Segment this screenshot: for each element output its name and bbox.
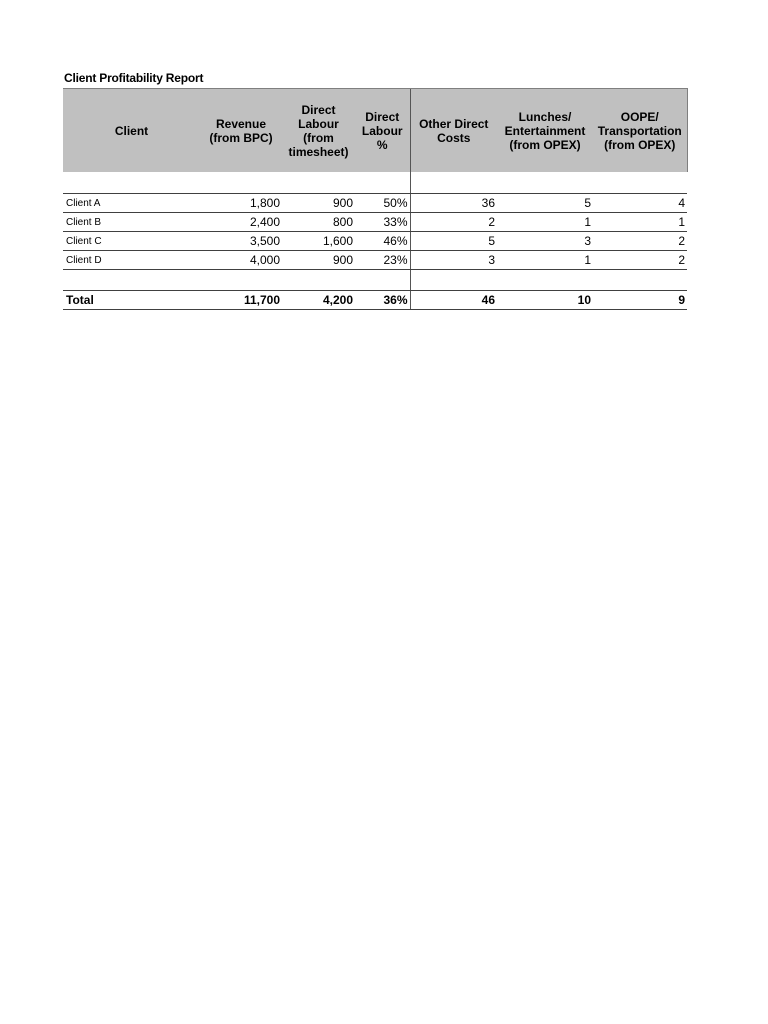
- table-row: [63, 194, 687, 213]
- total-lunches: 10: [497, 291, 593, 310]
- header-row: [63, 89, 687, 173]
- header-client: Client: [63, 89, 200, 173]
- spacer-row: [63, 172, 687, 194]
- header-direct-labour-pct: Direct Labour %: [355, 89, 410, 173]
- total-row: [63, 291, 687, 310]
- labour-pct-cell: 46%: [355, 232, 410, 251]
- header-oope: OOPE/ Transportation (from OPEX): [593, 89, 687, 173]
- labour-pct-cell: 50%: [355, 194, 410, 213]
- direct-labour-cell: 1,600: [282, 232, 355, 251]
- oope-cell: 4: [593, 194, 687, 213]
- total-other-direct: 46: [410, 291, 497, 310]
- lunches-cell: 1: [497, 251, 593, 270]
- client-name: Client B: [63, 213, 200, 232]
- client-name: Client D: [63, 251, 200, 270]
- table-row: [63, 213, 687, 232]
- direct-labour-cell: 900: [282, 251, 355, 270]
- header-direct-labour: Direct Labour (from timesheet): [282, 89, 355, 173]
- table-row: [63, 232, 687, 251]
- direct-labour-cell: 800: [282, 213, 355, 232]
- report-title: Client Profitability Report: [64, 71, 204, 85]
- other-direct-cell: 3: [410, 251, 497, 270]
- labour-pct-cell: 23%: [355, 251, 410, 270]
- other-direct-cell: 36: [410, 194, 497, 213]
- revenue-cell: 4,000: [200, 251, 282, 270]
- total-labour-pct: 36%: [355, 291, 410, 310]
- revenue-cell: 1,800: [200, 194, 282, 213]
- other-direct-cell: 2: [410, 213, 497, 232]
- total-direct-labour: 4,200: [282, 291, 355, 310]
- revenue-cell: 2,400: [200, 213, 282, 232]
- other-direct-cell: 5: [410, 232, 497, 251]
- header-other-direct-costs: Other Direct Costs: [410, 89, 497, 173]
- lunches-cell: 1: [497, 213, 593, 232]
- revenue-cell: 3,500: [200, 232, 282, 251]
- direct-labour-cell: 900: [282, 194, 355, 213]
- total-revenue: 11,700: [200, 291, 282, 310]
- labour-pct-cell: 33%: [355, 213, 410, 232]
- client-name: Client A: [63, 194, 200, 213]
- total-oope: 9: [593, 291, 687, 310]
- lunches-cell: 3: [497, 232, 593, 251]
- oope-cell: 2: [593, 251, 687, 270]
- total-label: Total: [63, 291, 200, 310]
- oope-cell: 1: [593, 213, 687, 232]
- lunches-cell: 5: [497, 194, 593, 213]
- oope-cell: 2: [593, 232, 687, 251]
- gap-row: [63, 270, 687, 291]
- profitability-table: [63, 88, 688, 310]
- client-name: Client C: [63, 232, 200, 251]
- header-revenue: Revenue (from BPC): [200, 89, 282, 173]
- table-row: [63, 251, 687, 270]
- header-lunches: Lunches/ Entertainment (from OPEX): [497, 89, 593, 173]
